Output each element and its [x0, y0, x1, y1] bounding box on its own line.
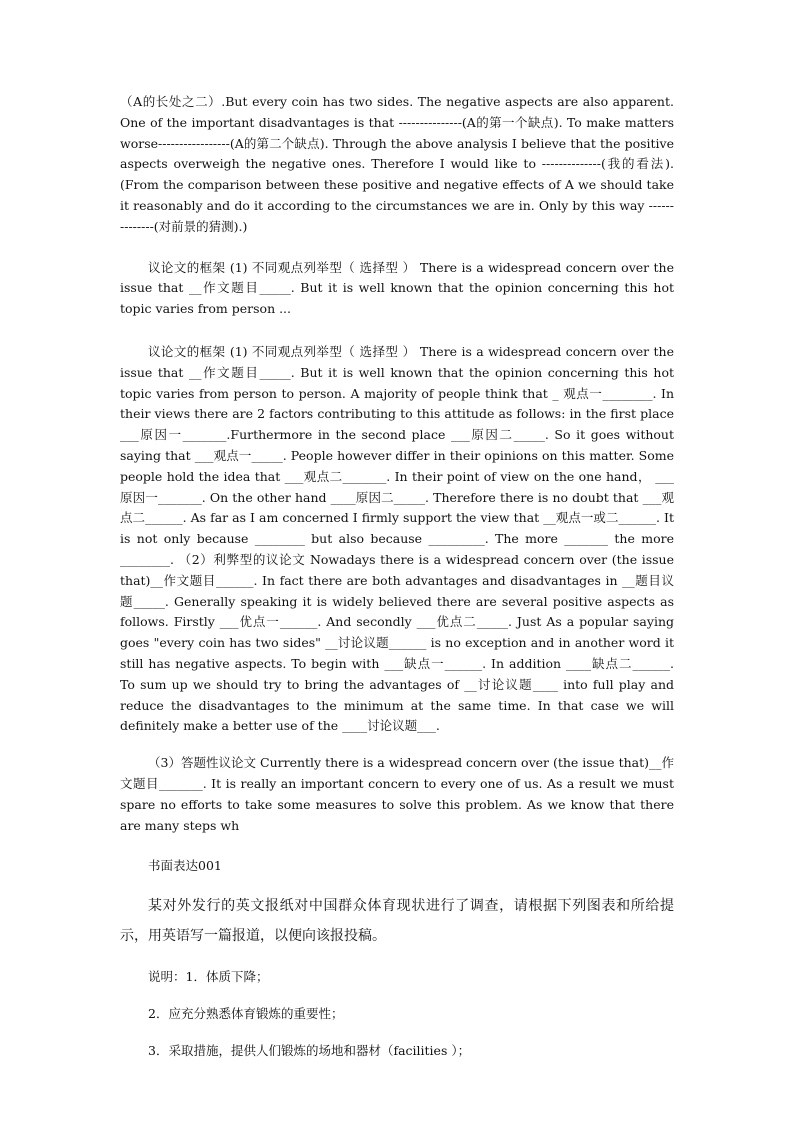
note-item-1: 说明：1．体质下降；	[148, 969, 269, 985]
section-heading-writing-001: 书面表达001	[148, 858, 222, 874]
paragraph-answer-type-essay: （3）答题性议论文 Currently there is a widespread concern over (the issue that)__作文题目_______. It is really an important concern to every one of us. As a result we must spare no efforts to take some measures to solve this problem. As we know that there are many steps wh	[120, 755, 674, 833]
note-item-2: 2．应充分熟悉体育锻炼的重要性；	[148, 1005, 344, 1021]
note-item-3: 3．采取措施，提供人们锻炼的场地和器材（facilities ）；	[148, 1042, 471, 1058]
paragraph-framework-templates: 议论文的框架 (1) 不同观点列举型（ 选择型 ） There is a widespread concern over the issue that __作文题目_____. But it is well known that the opinion concerning this hot topic varies from person to person. A majority of people think that _ 观点一________. In their views there are 2 factors contributing to this attitude as follows: in the first place ___原因一_______.Furthermore in the second place ___原因二_____. So it goes without saying that ___观点一_____. People however differ in their opinions on this matter. Some people hold the idea that ___观点二_______. In their point of view on the one hand， ___原因一_______. On the other hand ____原因二_____. Therefore there is no doubt that ___观点二______. As far as I am concerned I firmly support the view that __观点一或二______. It is not only because ________ but also because _________. The more _______ the more ________. （2）利弊型的议论文 Nowadays there is a widespread concern over (the issue that)__作文题目______. In fact there are both advantages and disadvantages in __题目议题_____. Generally speaking it is widely believed there are several positive aspects as follows. Firstly ___优点一______. And secondly ___优点二_____. Just As a popular saying goes "every coin has two sides" __讨论议题______ is no exception and in another word it still has negative aspects. To begin with ___缺点一______. In addition ____缺点二______. To sum up we should try to bring the advantages of __讨论议题____ into full play and reduce the disadvantages to the minimum at the same time. In that case we will definitely make a better use of the ____讨论议题___.	[120, 343, 674, 734]
paragraph-advantages-disadvantages-ending: （A的长处之二）.But every coin has two sides. The negative aspects are also apparent. One of the important disadvantages is that ---------------(A的第一个缺点). To make matters worse-----------------(A的第二个缺点). Through the above analysis I believe that the positive aspects overweigh the negative ones. Therefore I would like to --------------(我的看法).(From the comparison between these positive and negative effects of A we should take it reasonably and do it according to the circumstances we are in. Only by this way --------------(对前景的猜测).)	[120, 94, 674, 234]
paragraph-task-description: 某对外发行的英文报纸对中国群众体育现状进行了调查，请根据下列图表和所给提示，用英语写一篇报道，以便向该报投稿。	[120, 898, 674, 945]
paragraph-framework-intro-truncated: 议论文的框架 (1) 不同观点列举型（ 选择型 ） There is a widespread concern over the issue that __作文题目_____. But it is well known that the opinion concerning this hot topic varies from person ...	[120, 259, 674, 317]
document-page	[120, 92, 674, 1061]
